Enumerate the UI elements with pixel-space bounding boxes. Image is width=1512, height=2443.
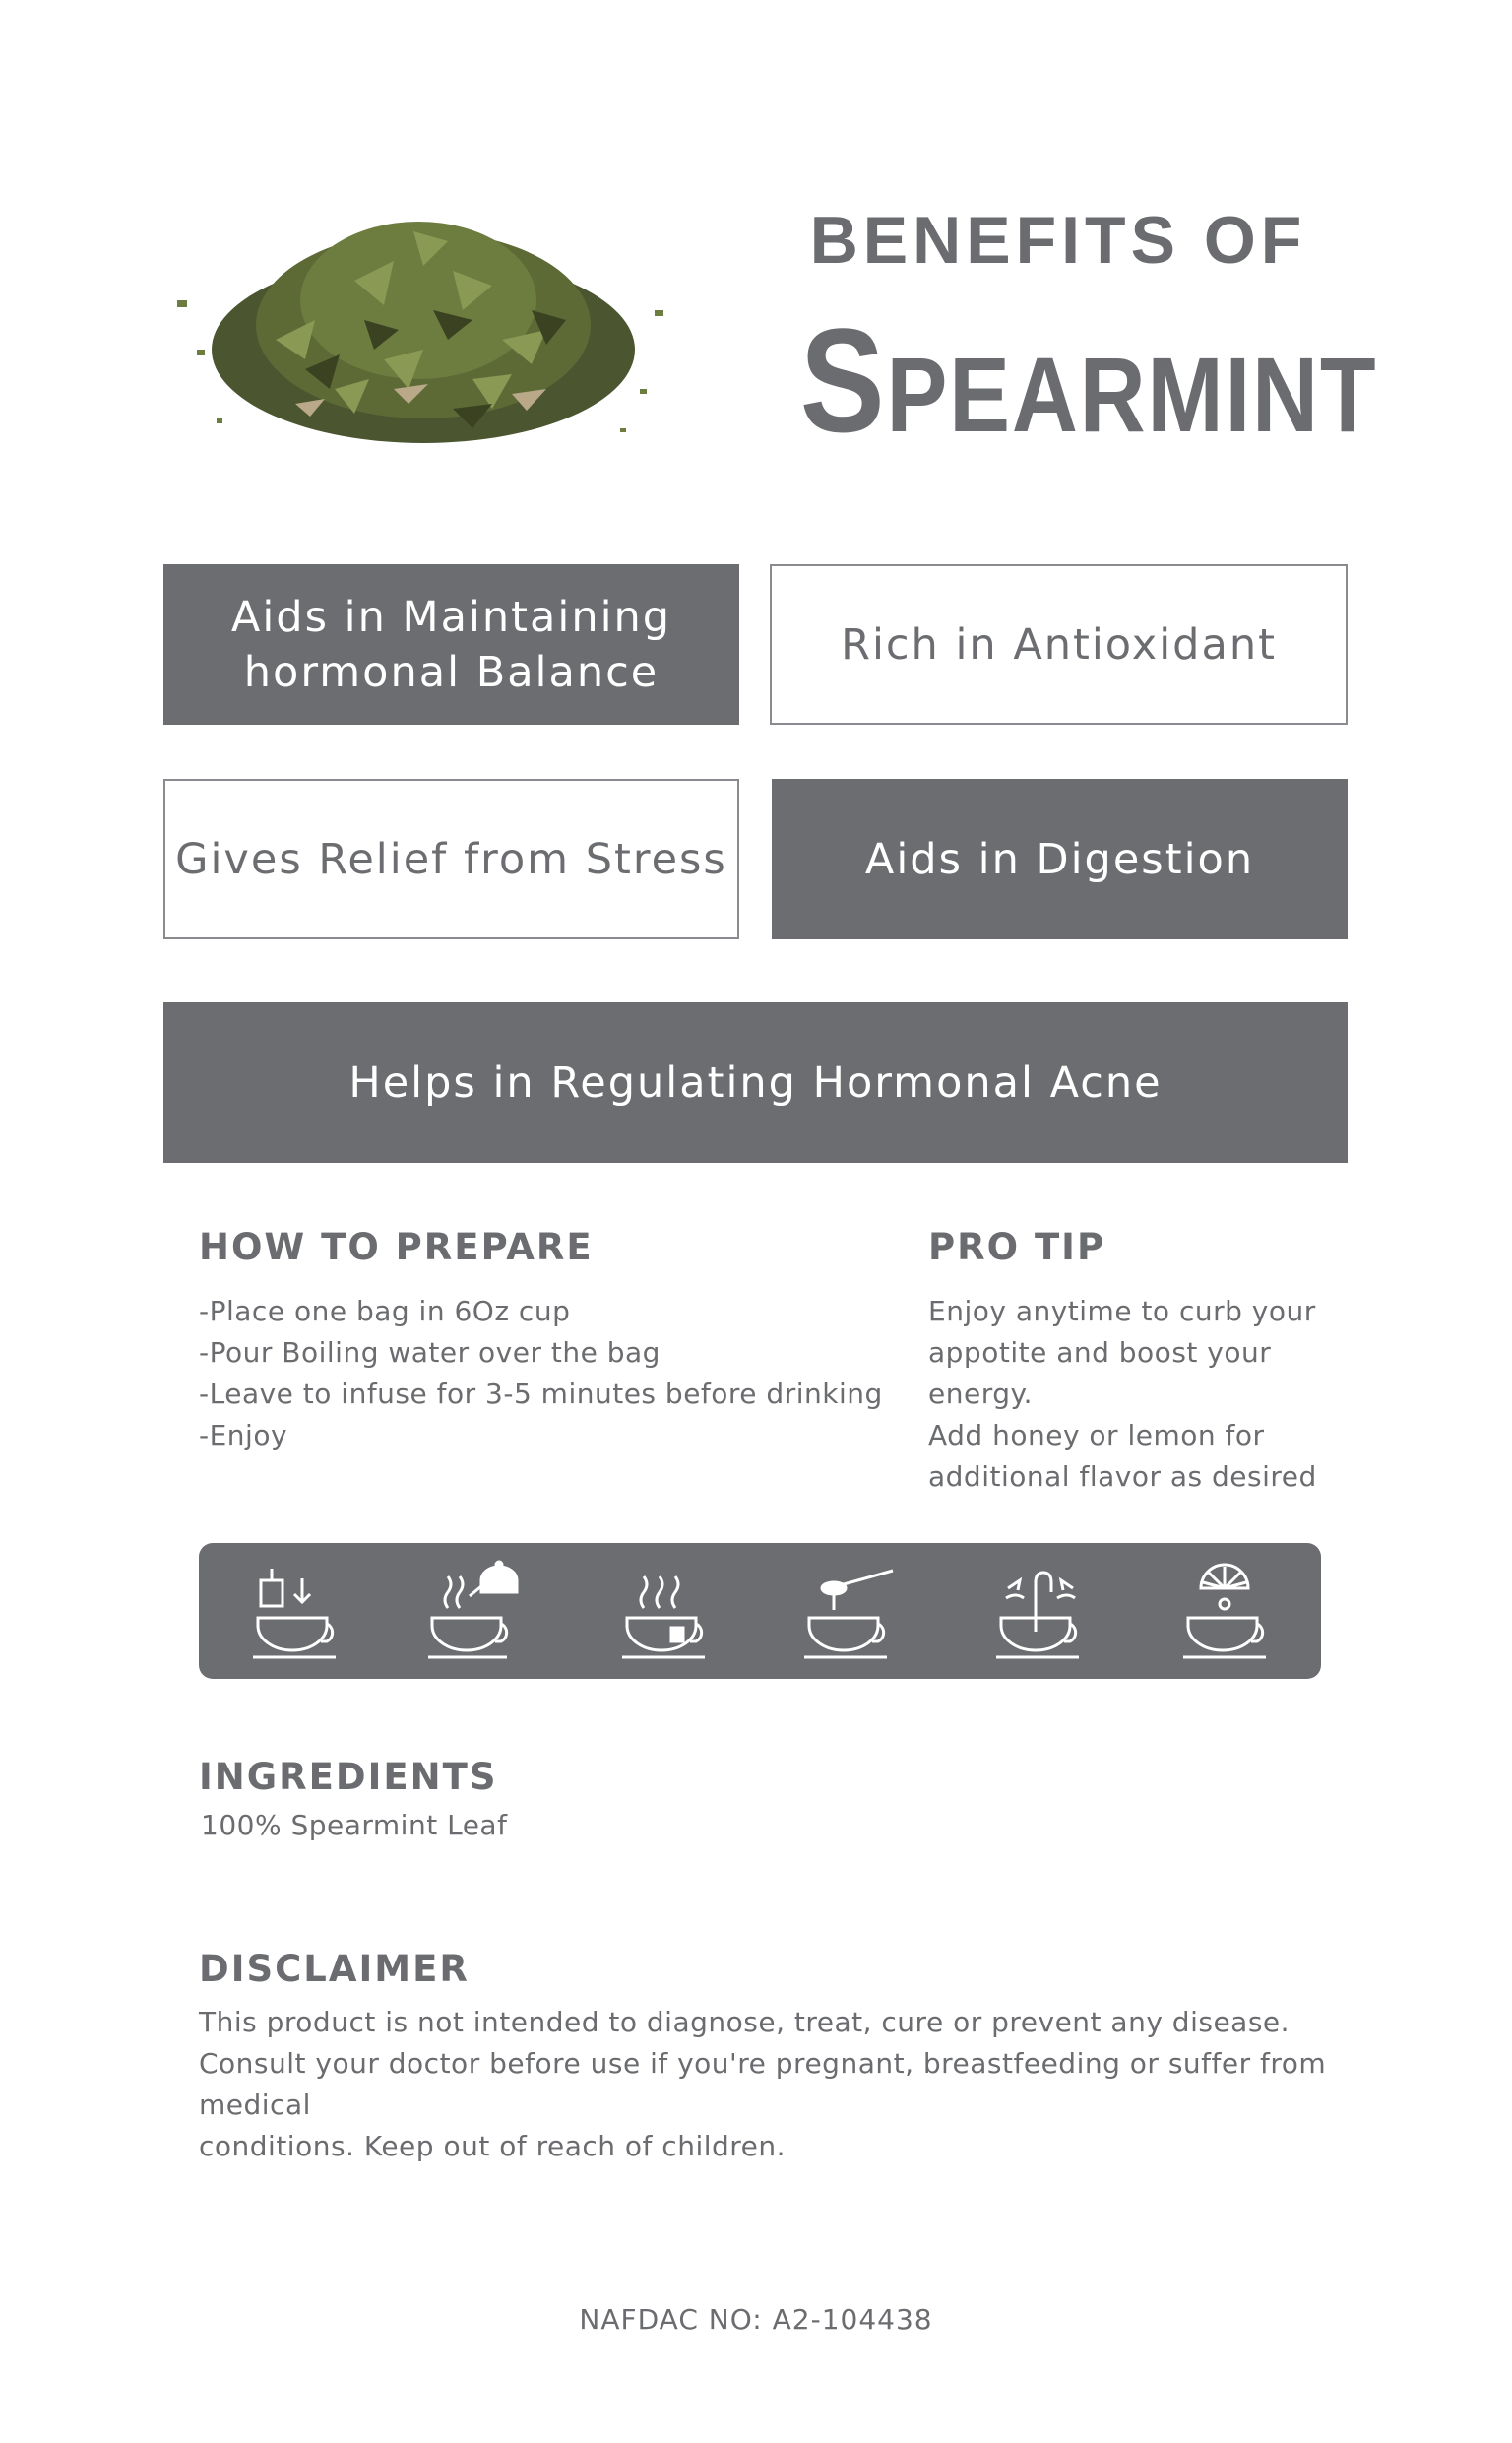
title-spearmint — [799, 295, 1378, 466]
benefit-digestion: Aids in Digestion — [772, 779, 1348, 939]
title-rest: PEARMINT — [886, 335, 1378, 454]
lemon-slice-cup-icon — [1173, 1559, 1282, 1667]
benefit-antioxidant: Rich in Antioxidant — [770, 564, 1348, 725]
pour-kettle-icon — [420, 1559, 529, 1667]
benefit-stress-relief: Gives Relief from Stress — [163, 779, 739, 939]
prepare-step: -Pour Boiling water over the bag — [199, 1336, 661, 1369]
disclaimer-text: This product is not intended to diagnose, treat, cure or prevent any disease. Consult your doctor before use if you're pregnant, breastfeeding or suffer from medical conditions. Keep out of reach of children. — [199, 2006, 1327, 2162]
spoon-honey-icon — [794, 1559, 903, 1667]
ingredients-text: 100% Spearmint Leaf — [201, 1809, 508, 1841]
disclaimer-heading: DISCLAIMER — [199, 1948, 470, 1990]
ingredients-heading: INGREDIENTS — [199, 1756, 498, 1798]
title-benefits-of: BENEFITS OF — [809, 203, 1307, 278]
teabag-into-cup-icon — [243, 1559, 351, 1667]
how-to-prepare-heading: HOW TO PREPARE — [199, 1226, 594, 1268]
steaming-tea-cup-icon — [612, 1559, 721, 1667]
stir-cup-icon — [986, 1559, 1095, 1667]
prepare-step: -Leave to infuse for 3-5 minutes before drinking — [199, 1378, 883, 1410]
prepare-steps-list — [199, 1291, 883, 1456]
title-initial: S — [799, 297, 887, 463]
pro-tip-text: Enjoy anytime to curb your appotite and boost your energy. Add honey or lemon for additional flavor as desired — [928, 1295, 1317, 1493]
benefit-hormonal-acne: Helps in Regulating Hormonal Acne — [163, 1002, 1348, 1163]
preparation-icons-band — [199, 1543, 1321, 1679]
prepare-step: -Place one bag in 6Oz cup — [199, 1295, 571, 1327]
dried-spearmint-leaves-image — [158, 192, 689, 463]
nafdac-number: NAFDAC NO: A2-104438 — [579, 2303, 933, 2336]
pro-tip-heading: PRO TIP — [928, 1226, 1106, 1268]
benefit-hormonal-balance: Aids in Maintaining hormonal Balance — [163, 564, 739, 725]
prepare-step: -Enjoy — [199, 1419, 288, 1451]
